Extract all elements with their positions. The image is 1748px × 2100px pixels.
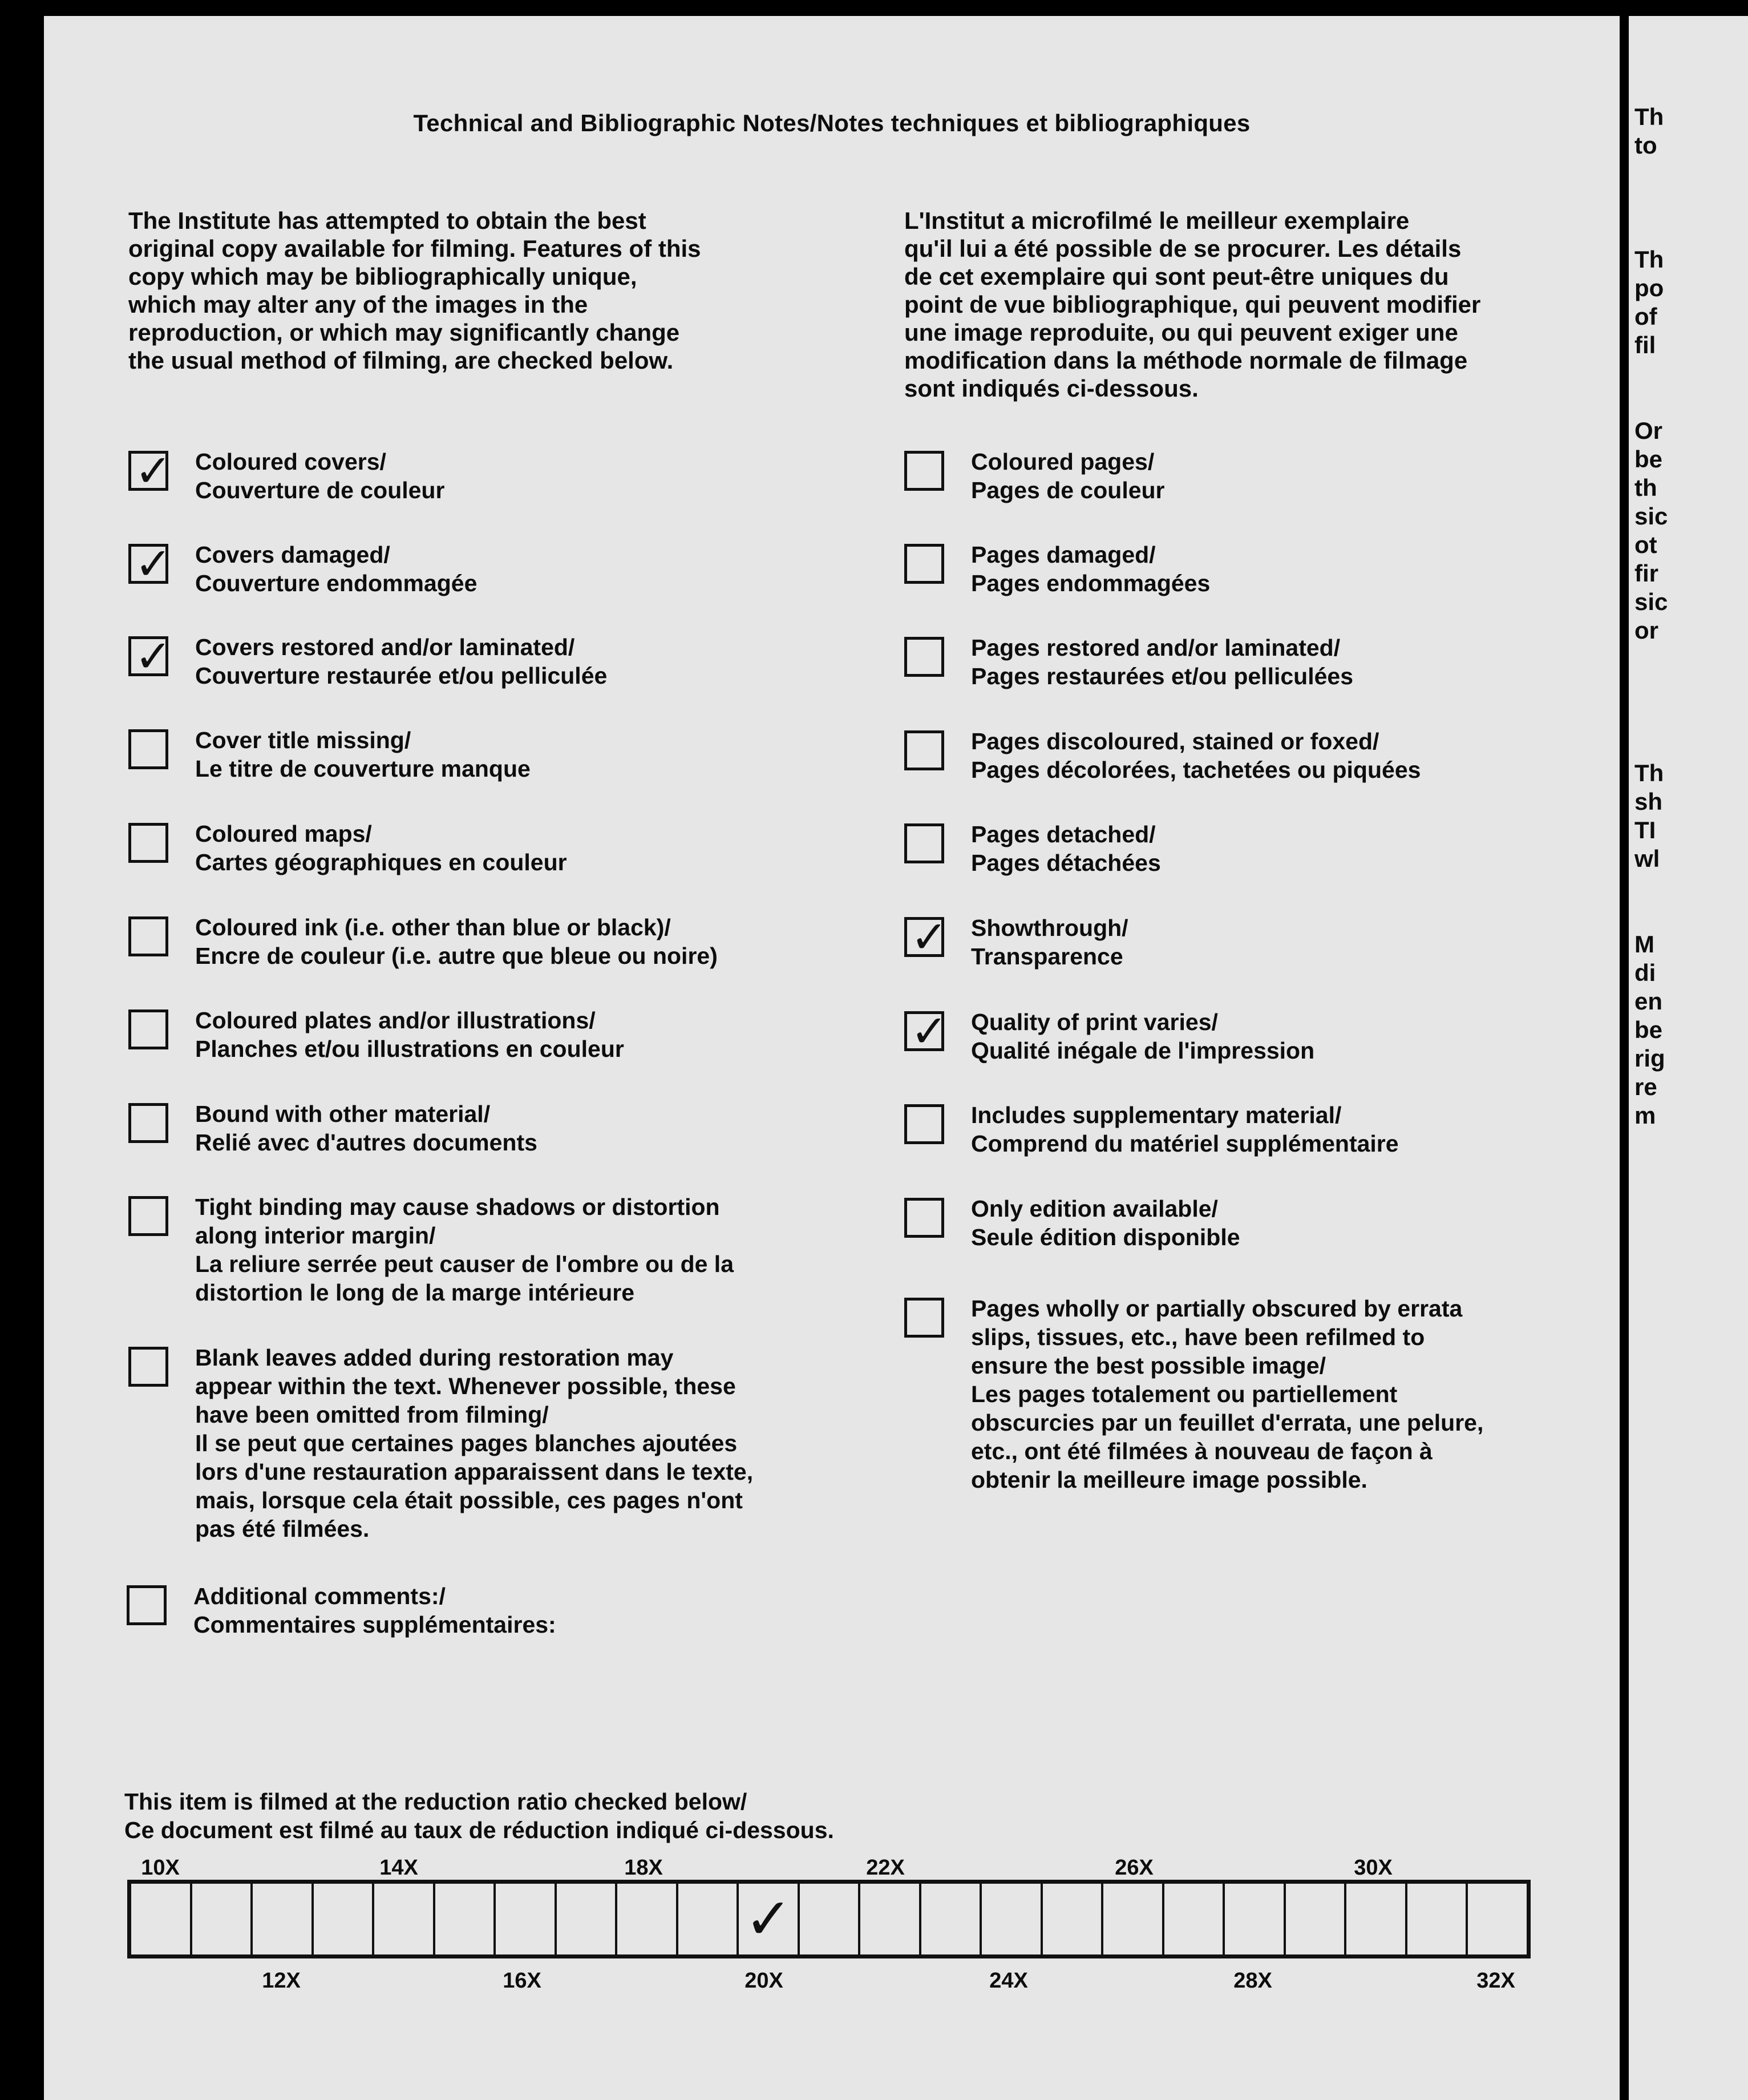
ratio-cell[interactable] xyxy=(435,1884,496,1954)
intro-french: L'Institut a microfilmé le meilleur exemplaire qu'il lui a été possible de se procurer. Les détails de cet exemplaire qui sont peut-être uniques du point de vue bibliographique, qui peuvent modifier une image reproduite, ou qui peuvent exiger une modification dans la méthode normale de filmage sont indiqués ci-dessous. xyxy=(904,207,1481,402)
scale-label: 26X xyxy=(1115,1856,1154,1880)
scale-label: 22X xyxy=(866,1856,905,1880)
scale-label: 32X xyxy=(1476,1969,1515,1993)
checklist-label: Covers damaged/ Couverture endommagée xyxy=(195,542,478,596)
checkbox[interactable] xyxy=(128,729,168,769)
ratio-cell[interactable] xyxy=(800,1884,861,1954)
ratio-cell[interactable] xyxy=(131,1884,192,1954)
checkbox[interactable] xyxy=(128,916,168,956)
checkbox[interactable] xyxy=(128,823,168,863)
checklist-label: Cover title missing/ Le titre de couverture manque xyxy=(195,727,531,782)
ratio-cell[interactable] xyxy=(192,1884,253,1954)
document-page xyxy=(44,16,1620,2100)
scale-label: 10X xyxy=(141,1856,180,1880)
check-mark-icon: ✓ xyxy=(744,1885,792,1952)
checklist-label: Coloured pages/ Pages de couleur xyxy=(971,449,1165,503)
ratio-cell[interactable] xyxy=(557,1884,618,1954)
checkbox[interactable] xyxy=(128,1196,168,1236)
checkbox[interactable] xyxy=(904,912,948,963)
checkbox[interactable] xyxy=(128,1347,168,1387)
scale-label: 30X xyxy=(1354,1856,1393,1880)
checklist-label: Blank leaves added during restoration may appear within the text. Whenever possible, these have been omitted from filming/ Il se peut que certaines pages blanches ajoutées lors d'une restauration apparaissent dans le texte, mais, lorsque cela était possible, ces pages n'ont pas été filmées. xyxy=(195,1344,754,1542)
checklist-label: Pages discoloured, stained or foxed/ Pages décolorées, tachetées ou piquées xyxy=(971,728,1421,783)
ratio-cell[interactable] xyxy=(982,1884,1043,1954)
scale-label: 20X xyxy=(744,1969,783,1993)
ratio-cell[interactable] xyxy=(921,1884,982,1954)
checkbox[interactable] xyxy=(904,1298,944,1338)
scale-label: 28X xyxy=(1233,1969,1272,1993)
checkbox[interactable] xyxy=(904,637,944,677)
checklist-label: Covers restored and/or laminated/ Couverture restaurée et/ou pelliculée xyxy=(195,634,608,689)
ratio-cell[interactable] xyxy=(1103,1884,1164,1954)
checklist-label: Coloured ink (i.e. other than blue or black)/ Encre de couleur (i.e. autre que bleue ou noire) xyxy=(195,914,718,969)
checkbox[interactable] xyxy=(128,631,172,682)
checklist-label: Coloured maps/ Cartes géographiques en couleur xyxy=(195,821,567,875)
scale-label: 12X xyxy=(262,1969,301,1993)
checklist-label: Coloured plates and/or illustrations/ Planches et/ou illustrations en couleur xyxy=(195,1007,624,1062)
ratio-cell[interactable] xyxy=(860,1884,921,1954)
checkbox[interactable] xyxy=(128,539,172,590)
checklist-label: Pages detached/ Pages détachées xyxy=(971,821,1161,876)
intro-english: The Institute has attempted to obtain the best original copy available for filming. Features of this copy which may be bibliographically unique, which may alter any of the images in the reproduction, or which may significantly change the usual method of filming, are checked below. xyxy=(128,207,701,374)
checkbox[interactable] xyxy=(904,730,944,770)
reduction-ratio-scale xyxy=(127,1880,1531,1958)
check-mark-icon: ✓ xyxy=(911,1006,948,1057)
scale-label: 24X xyxy=(989,1969,1028,1993)
ratio-cell[interactable] xyxy=(1164,1884,1225,1954)
checkbox[interactable] xyxy=(904,544,944,584)
checklist-label: Pages restored and/or laminated/ Pages restaurées et/ou pelliculées xyxy=(971,635,1353,689)
checklist-label: Tight binding may cause shadows or distortion along interior margin/ La reliure serrée peut causer de l'ombre ou de la distortion le long de la marge intérieure xyxy=(195,1194,734,1306)
checkbox[interactable] xyxy=(127,1585,167,1625)
ratio-cell[interactable] xyxy=(1043,1884,1104,1954)
check-mark-icon: ✓ xyxy=(911,912,948,963)
checklist-label: Additional comments:/ Commentaires supplémentaires: xyxy=(193,1583,556,1638)
checklist-label: Includes supplementary material/ Comprend du matériel supplémentaire xyxy=(971,1102,1399,1157)
checkbox[interactable] xyxy=(128,446,172,497)
checklist-label: Showthrough/ Transparence xyxy=(971,915,1128,970)
scale-label: 16X xyxy=(503,1969,541,1993)
checklist-label: Pages damaged/ Pages endommagées xyxy=(971,542,1211,596)
ratio-cell[interactable] xyxy=(253,1884,314,1954)
scale-label: 14X xyxy=(379,1856,418,1880)
scale-label: 18X xyxy=(624,1856,663,1880)
checklist-label: Quality of print varies/ Qualité inégale de l'impression xyxy=(971,1009,1315,1064)
ratio-cell[interactable] xyxy=(374,1884,435,1954)
check-mark-icon: ✓ xyxy=(135,631,172,682)
ratio-cell[interactable] xyxy=(314,1884,375,1954)
checkbox[interactable] xyxy=(128,1103,168,1143)
ratio-cell[interactable] xyxy=(1286,1884,1347,1954)
ratio-cell[interactable] xyxy=(496,1884,557,1954)
ratio-cell[interactable] xyxy=(617,1884,678,1954)
ratio-cell[interactable] xyxy=(739,1884,800,1954)
ratio-cell[interactable] xyxy=(1468,1884,1527,1954)
check-mark-icon: ✓ xyxy=(135,446,172,497)
checkbox[interactable] xyxy=(904,451,944,491)
checkbox[interactable] xyxy=(904,823,944,863)
ratio-cell[interactable] xyxy=(1225,1884,1286,1954)
next-page-edge-text: Th to Th po of fil Or be th sic ot fir sic or Th sh TI wl M di en be rig re m xyxy=(1634,103,1668,1129)
checklist-label: Pages wholly or partially obscured by errata slips, tissues, etc., have been refilmed to ensure the best possible image/ Les pages totalement ou partiellement obscurcies par un feuillet d'errata, une pelure, etc., ont été filmées à nouveau de façon à obtenir la meilleure image possible. xyxy=(971,1295,1484,1493)
page-title: Technical and Bibliographic Notes/Notes techniques et bibliographiques xyxy=(413,110,1251,136)
ratio-cell[interactable] xyxy=(1346,1884,1407,1954)
reduction-ratio-text: This item is filmed at the reduction ratio checked below/ Ce document est filmé au taux de réduction indiqué ci-dessous. xyxy=(124,1788,834,1843)
next-page-edge xyxy=(1629,16,1748,2100)
checklist-label: Only edition available/ Seule édition disponible xyxy=(971,1196,1240,1250)
checkbox[interactable] xyxy=(904,1104,944,1144)
ratio-cell[interactable] xyxy=(1407,1884,1468,1954)
ratio-cell[interactable] xyxy=(678,1884,739,1954)
checklist-label: Bound with other material/ Relié avec d'autres documents xyxy=(195,1101,537,1156)
checkbox[interactable] xyxy=(904,1198,944,1238)
checklist-label: Coloured covers/ Couverture de couleur xyxy=(195,449,445,503)
check-mark-icon: ✓ xyxy=(135,539,172,590)
checkbox[interactable] xyxy=(904,1006,948,1057)
checkbox[interactable] xyxy=(128,1009,168,1049)
